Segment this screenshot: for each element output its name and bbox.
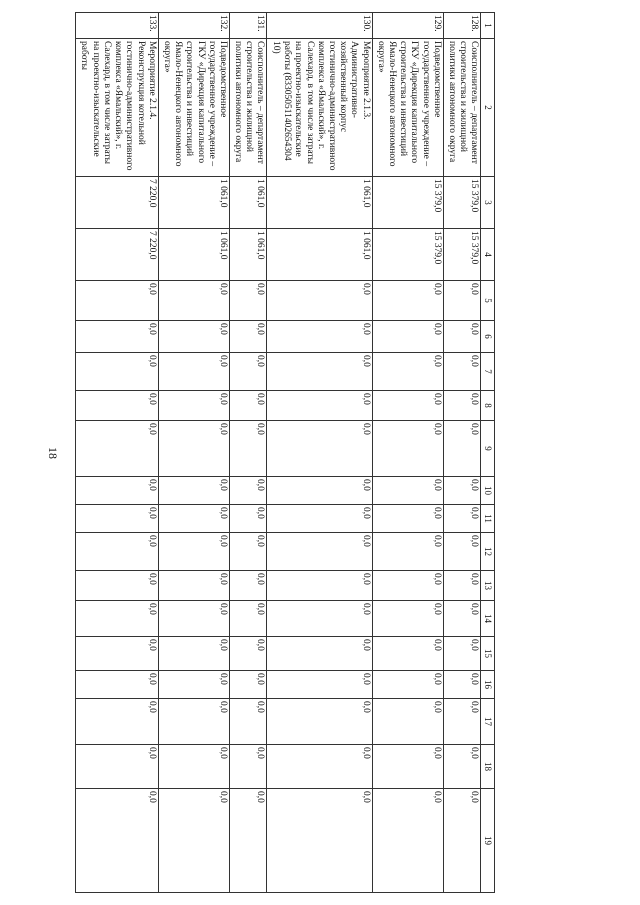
row-value: 0,0 xyxy=(372,601,443,637)
row-name: Мероприятие 2.1.4. Реконструкция котельной гостинично-административного комплекса «Ямальский», г. Салехард, в том числе затраты на проектно-изыскательские работы xyxy=(76,39,159,177)
row-value: 0,0 xyxy=(372,699,443,745)
row-value: 7 220,0 xyxy=(76,229,159,281)
row-value: 0,0 xyxy=(267,477,372,505)
row-value: 0,0 xyxy=(443,601,480,637)
row-name: Подведомственное государственное учреждение – ГКУ «Дирекция капитального строительства и инвестиций Ямало-Ненецкого автономного округа» xyxy=(372,39,443,177)
row-value: 0,0 xyxy=(372,391,443,421)
row-value: 0,0 xyxy=(76,353,159,391)
row-value: 0,0 xyxy=(158,477,229,505)
row-value: 15 379,0 xyxy=(443,229,480,281)
column-header: 13 xyxy=(481,571,495,601)
row-value: 0,0 xyxy=(230,281,267,321)
row-value: 0,0 xyxy=(76,533,159,571)
row-value: 0,0 xyxy=(267,571,372,601)
row-value: 0,0 xyxy=(372,477,443,505)
row-value: 1 061,0 xyxy=(230,177,267,229)
row-value: 0,0 xyxy=(158,505,229,533)
row-value: 0,0 xyxy=(76,281,159,321)
column-header: 18 xyxy=(481,745,495,789)
row-value: 0,0 xyxy=(158,699,229,745)
row-number: 128. xyxy=(443,13,480,39)
row-value: 15 379,0 xyxy=(372,177,443,229)
row-number: 131. xyxy=(230,13,267,39)
row-value: 0,0 xyxy=(267,391,372,421)
row-value: 0,0 xyxy=(372,789,443,893)
column-header: 2 xyxy=(481,39,495,177)
row-value: 0,0 xyxy=(76,789,159,893)
column-header: 8 xyxy=(481,391,495,421)
row-value: 1 061,0 xyxy=(158,177,229,229)
row-value: 0,0 xyxy=(158,281,229,321)
row-value: 0,0 xyxy=(443,671,480,699)
row-value: 0,0 xyxy=(158,391,229,421)
row-value: 0,0 xyxy=(230,533,267,571)
row-value: 0,0 xyxy=(267,281,372,321)
row-number: 133. xyxy=(76,13,159,39)
row-value: 0,0 xyxy=(372,353,443,391)
row-value: 0,0 xyxy=(443,421,480,477)
row-value: 0,0 xyxy=(267,505,372,533)
column-header: 19 xyxy=(481,789,495,893)
row-value: 0,0 xyxy=(372,637,443,671)
row-value: 0,0 xyxy=(230,477,267,505)
row-value: 15 379,0 xyxy=(443,177,480,229)
row-value: 0,0 xyxy=(158,637,229,671)
row-value: 0,0 xyxy=(372,533,443,571)
row-value: 0,0 xyxy=(76,391,159,421)
table-row xyxy=(230,13,267,893)
row-number: 130. xyxy=(267,13,372,39)
row-value: 1 061,0 xyxy=(230,229,267,281)
row-value: 0,0 xyxy=(76,671,159,699)
column-header: 3 xyxy=(481,177,495,229)
row-value: 0,0 xyxy=(372,505,443,533)
row-name: Соисполнитель – департамент строительства и жилищной политики автономного округа xyxy=(443,39,480,177)
row-value: 0,0 xyxy=(443,353,480,391)
row-value: 0,0 xyxy=(443,505,480,533)
row-name: Мероприятие 2.1.3. Административно-хозяйственный корпус гостинично-административного комплекса «Ямальский», г. Салехард, в том числе затраты на проектно-изыскательские работы (833050511402654304 10) xyxy=(267,39,372,177)
table-row xyxy=(443,13,480,893)
row-value: 7 220,0 xyxy=(76,177,159,229)
row-value: 1 061,0 xyxy=(158,229,229,281)
row-value: 0,0 xyxy=(158,745,229,789)
row-value: 15 379,0 xyxy=(372,229,443,281)
row-value: 0,0 xyxy=(372,321,443,353)
row-value: 0,0 xyxy=(372,421,443,477)
row-value: 0,0 xyxy=(76,637,159,671)
row-value: 0,0 xyxy=(230,353,267,391)
table-row xyxy=(267,13,372,893)
column-header: 15 xyxy=(481,637,495,671)
row-value: 0,0 xyxy=(372,745,443,789)
row-value: 0,0 xyxy=(76,421,159,477)
row-name: Соисполнитель – департамент строительства и жилищной политики автономного округа xyxy=(230,39,267,177)
row-value: 0,0 xyxy=(443,637,480,671)
table-row xyxy=(76,13,159,893)
row-value: 0,0 xyxy=(267,671,372,699)
row-value: 0,0 xyxy=(230,671,267,699)
rotated-page-content xyxy=(75,12,495,892)
row-value: 0,0 xyxy=(267,321,372,353)
row-value: 0,0 xyxy=(158,353,229,391)
row-value: 0,0 xyxy=(230,505,267,533)
row-value: 0,0 xyxy=(76,601,159,637)
row-value: 0,0 xyxy=(443,789,480,893)
column-header: 9 xyxy=(481,421,495,477)
row-value: 1 061,0 xyxy=(267,229,372,281)
row-value: 0,0 xyxy=(158,671,229,699)
row-value: 0,0 xyxy=(230,699,267,745)
column-header: 12 xyxy=(481,533,495,571)
row-value: 0,0 xyxy=(230,421,267,477)
row-value: 0,0 xyxy=(267,745,372,789)
column-header: 5 xyxy=(481,281,495,321)
row-value: 0,0 xyxy=(443,571,480,601)
row-value: 0,0 xyxy=(76,505,159,533)
row-value: 0,0 xyxy=(158,533,229,571)
row-value: 0,0 xyxy=(267,421,372,477)
row-value: 1 061,0 xyxy=(267,177,372,229)
row-value: 0,0 xyxy=(230,571,267,601)
row-value: 0,0 xyxy=(158,601,229,637)
row-value: 0,0 xyxy=(158,421,229,477)
row-value: 0,0 xyxy=(230,601,267,637)
row-value: 0,0 xyxy=(267,789,372,893)
row-value: 0,0 xyxy=(230,321,267,353)
row-value: 0,0 xyxy=(443,533,480,571)
row-value: 0,0 xyxy=(76,321,159,353)
column-header: 11 xyxy=(481,505,495,533)
row-value: 0,0 xyxy=(230,637,267,671)
row-value: 0,0 xyxy=(372,571,443,601)
row-value: 0,0 xyxy=(267,637,372,671)
table-row xyxy=(372,13,443,893)
row-value: 0,0 xyxy=(443,391,480,421)
column-header: 1 xyxy=(481,13,495,39)
row-value: 0,0 xyxy=(267,533,372,571)
row-value: 0,0 xyxy=(158,571,229,601)
row-value: 0,0 xyxy=(443,699,480,745)
row-number: 132. xyxy=(158,13,229,39)
row-value: 0,0 xyxy=(76,477,159,505)
row-number: 129. xyxy=(372,13,443,39)
row-value: 0,0 xyxy=(267,699,372,745)
row-value: 0,0 xyxy=(158,321,229,353)
table-header-row xyxy=(481,13,495,893)
row-value: 0,0 xyxy=(443,281,480,321)
row-value: 0,0 xyxy=(230,745,267,789)
row-value: 0,0 xyxy=(230,789,267,893)
row-value: 0,0 xyxy=(76,571,159,601)
row-value: 0,0 xyxy=(230,391,267,421)
column-header: 14 xyxy=(481,601,495,637)
row-value: 0,0 xyxy=(372,281,443,321)
row-value: 0,0 xyxy=(372,671,443,699)
row-value: 0,0 xyxy=(76,745,159,789)
column-header: 10 xyxy=(481,477,495,505)
row-name: Подведомственное государственное учреждение – ГКУ «Дирекция капитального строительства и инвестиций Ямало-Ненецкого автономного округа» xyxy=(158,39,229,177)
row-value: 0,0 xyxy=(443,745,480,789)
row-value: 0,0 xyxy=(443,321,480,353)
column-header: 16 xyxy=(481,671,495,699)
row-value: 0,0 xyxy=(443,477,480,505)
table-row xyxy=(158,13,229,893)
column-header: 7 xyxy=(481,353,495,391)
column-header: 17 xyxy=(481,699,495,745)
column-header: 4 xyxy=(481,229,495,281)
row-value: 0,0 xyxy=(76,699,159,745)
page-number: 18 xyxy=(46,447,60,459)
row-value: 0,0 xyxy=(267,601,372,637)
budget-table xyxy=(75,12,495,893)
row-value: 0,0 xyxy=(158,789,229,893)
column-header: 6 xyxy=(481,321,495,353)
row-value: 0,0 xyxy=(267,353,372,391)
